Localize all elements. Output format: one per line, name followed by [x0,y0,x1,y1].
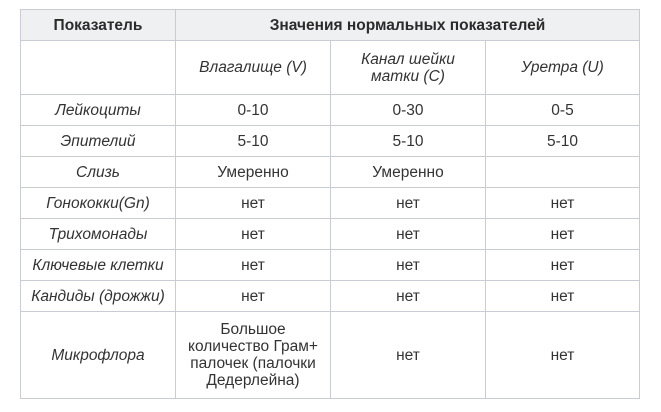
cell-c: Умеренно [331,157,486,188]
table-row [21,188,640,219]
cell-c: нет [331,188,486,219]
cell-v: нет [176,250,331,281]
row-param: Гонококки(Gn) [21,188,176,219]
header-values: Значения нормальных показателей [176,10,640,41]
cell-u: 0-5 [486,95,640,126]
row-param: Лейкоциты [21,95,176,126]
cell-c: нет [331,219,486,250]
table-subheader-row [21,41,640,95]
cell-u: нет [486,281,640,312]
subheader-empty [21,41,176,95]
cell-u: нет [486,250,640,281]
cell-v: Большое количество Грам+ палочек (палочки Дедерлейна) [176,312,331,399]
header-param: Показатель [21,10,176,41]
row-param: Слизь [21,157,176,188]
table-row [21,219,640,250]
cell-v: Умеренно [176,157,331,188]
row-param: Эпителий [21,126,176,157]
cell-c: нет [331,312,486,399]
table-row [21,281,640,312]
cell-u: нет [486,219,640,250]
cell-u: 5-10 [486,126,640,157]
table-row [21,95,640,126]
cell-u: нет [486,188,640,219]
cell-c: 0-30 [331,95,486,126]
row-param: Трихомонады [21,219,176,250]
table-row [21,157,640,188]
cell-v: нет [176,281,331,312]
row-param: Микрофлора [21,312,176,399]
cell-c: нет [331,250,486,281]
cell-c: 5-10 [331,126,486,157]
row-param: Ключевые клетки [21,250,176,281]
table-row [21,312,640,399]
row-param: Кандиды (дрожжи) [21,281,176,312]
normal-values-table [20,9,640,399]
cell-u: нет [486,312,640,399]
cell-u [486,157,640,188]
table-row [21,250,640,281]
table-row [21,126,640,157]
cell-v: 0-10 [176,95,331,126]
subheader-vagina: Влагалище (V) [176,41,331,95]
table-header-row [21,10,640,41]
subheader-cervix: Канал шейки матки (C) [331,41,486,95]
cell-v: нет [176,219,331,250]
subheader-urethra: Уретра (U) [486,41,640,95]
cell-c: нет [331,281,486,312]
cell-v: нет [176,188,331,219]
cell-v: 5-10 [176,126,331,157]
